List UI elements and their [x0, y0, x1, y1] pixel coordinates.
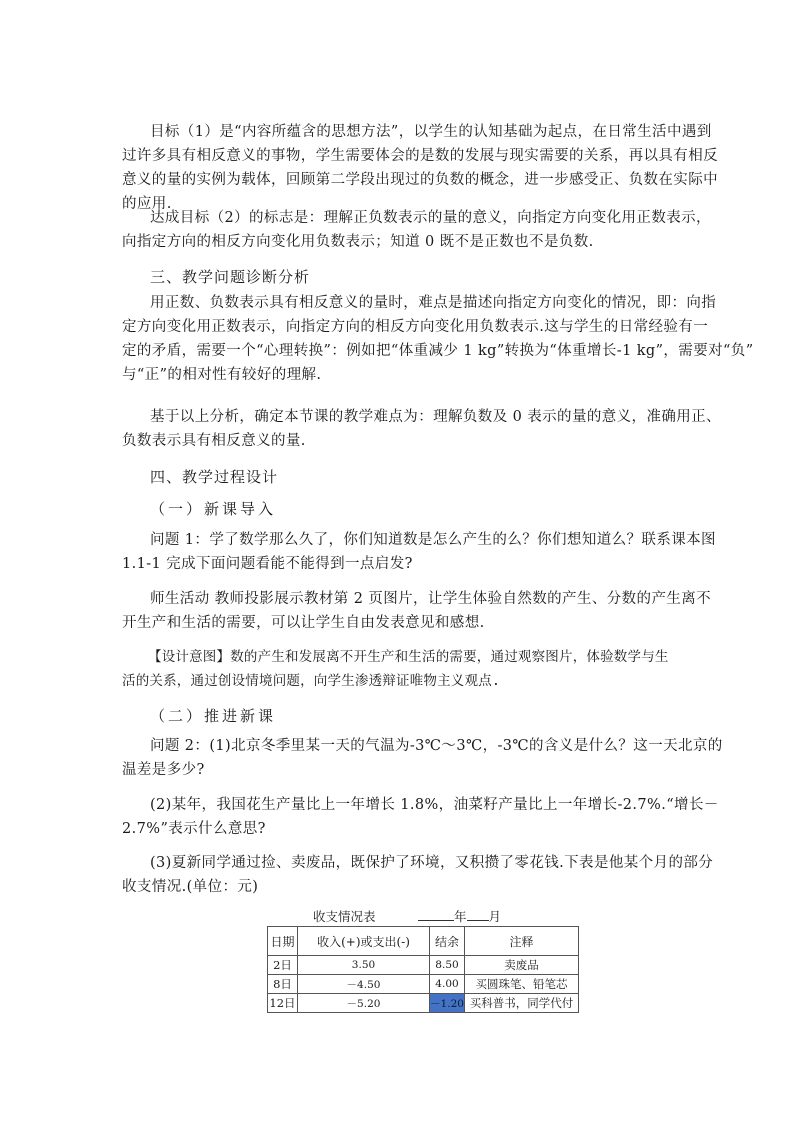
text-line: 过许多具有相反意义的事物，学生需要体会的是数的发展与现实需要的关系，再以具有相反: [122, 148, 718, 164]
cell-amount: －5.20: [298, 994, 430, 1013]
cell-note: 卖废品: [465, 956, 579, 975]
paragraph-diagnosis: [122, 291, 754, 387]
table-row: [268, 994, 579, 1013]
paragraph-question-2-3: [122, 851, 714, 899]
cell-amount: －4.50: [298, 975, 430, 994]
header-date: 日期: [268, 927, 298, 956]
section-heading-4: 四、教学过程设计: [150, 468, 279, 486]
text-line: 【设计意图】数的产生和发展离不开生产和生活的需要，通过观察图片，体验数学与生: [148, 649, 669, 665]
header-amount: 收入(+)或支出(-): [298, 927, 430, 956]
cell-date: 12日: [268, 994, 298, 1013]
table-row: [268, 975, 579, 994]
text-line: 的应用.: [122, 196, 172, 212]
text-line: 定的矛盾，需要一个“心理转换”：例如把“体重减少 1 kg”转换为“体重增长-1 kg”，需要对“负”: [122, 343, 754, 359]
text-line: (3)夏新同学通过捡、卖废品，既保护了环境，又积攒了零花钱.下表是他某个月的部分: [150, 855, 714, 871]
text-line: 2.7%”表示什么意思?: [122, 821, 266, 837]
cell-balance-highlighted: －1.20: [430, 994, 465, 1013]
text-line: 问题 1：学了数学那么久了，你们知道数是怎么产生的么？你们想知道么？联系课本图: [150, 532, 716, 548]
text-line: 负数表示具有相反意义的量.: [122, 433, 306, 449]
text-line: 用正数、负数表示具有相反意义的量时，难点是描述向指定方向变化的情况，即：向指: [150, 295, 717, 311]
text-line: 活的关系，通过创设情境问题，向学生渗透辩证唯物主义观点.: [122, 673, 501, 689]
subsection-intro: （一）新课导入: [150, 500, 277, 518]
paragraph-goal-2: [122, 206, 711, 254]
month-blank: [467, 908, 489, 921]
paragraph-question-2-2: [122, 793, 719, 841]
cell-date: 2日: [268, 956, 298, 975]
table-date-fill: [418, 907, 501, 925]
cell-date: 8日: [268, 975, 298, 994]
year-label: 年: [454, 909, 467, 924]
header-balance: 结余: [430, 927, 465, 956]
text-line: 温差是多少?: [122, 762, 205, 778]
table-header-row: [268, 927, 579, 956]
paragraph-question-2-1: [122, 734, 723, 782]
text-line: 意义的量的实例为载体，回顾第二学段出现过的负数的概念，进一步感受正、负数在实际中: [122, 172, 718, 188]
text-line: 与“正”的相对性有较好的理解.: [122, 367, 322, 383]
cell-note: 买科普书，同学代付: [465, 994, 579, 1013]
text-line: (2)某年，我国花生产量比上一年增长 1.8%，油菜籽产量比上一年增长-2.7%.“增长－: [150, 797, 719, 813]
year-blank: [418, 908, 454, 921]
header-note: 注释: [465, 927, 579, 956]
cell-amount: 3.50: [298, 956, 430, 975]
table-caption: 收支情况表: [313, 909, 376, 924]
cell-balance: 8.50: [430, 956, 465, 975]
text-line: 1.1-1 完成下面问题看能不能得到一点启发?: [122, 556, 413, 572]
text-line: 基于以上分析，确定本节课的教学难点为：理解负数及 0 表示的量的意义，准确用正、: [150, 409, 721, 425]
text-line: 师生活动 教师投影展示教材第 2 页图片，让学生体验自然数的产生、分数的产生离不: [150, 591, 712, 607]
paragraph-design-intent: [122, 645, 669, 693]
text-line: 开生产和生活的需要，可以让学生自由发表意见和感想.: [122, 615, 485, 631]
text-line: 收支情况.(单位：元): [122, 879, 259, 895]
income-expense-table: [267, 926, 579, 1013]
paragraph-question-1: [122, 528, 716, 576]
paragraph-goal-1: [122, 120, 718, 216]
paragraph-activity: [122, 587, 712, 635]
text-line: 目标（1）是“内容所蕴含的思想方法”，以学生的认知基础为起点，在日常生活中遇到: [150, 124, 712, 140]
text-line: 定方向变化用正数表示，向指定方向的相反方向变化用负数表示.这与学生的日常经验有一: [122, 319, 709, 335]
paragraph-basis: [122, 405, 721, 453]
text-line: 向指定方向的相反方向变化用负数表示；知道 0 既不是正数也不是负数.: [122, 234, 594, 250]
table-row: [268, 956, 579, 975]
cell-balance: 4.00: [430, 975, 465, 994]
text-line: 问题 2：(1)北京冬季里某一天的气温为-3℃～3℃，-3℃的含义是什么？这一天北京的: [150, 738, 723, 754]
month-label: 月: [488, 909, 502, 924]
cell-note: 买圆珠笔、铅笔芯: [465, 975, 579, 994]
subsection-new-lesson: （二）推进新课: [150, 707, 277, 725]
text-line: 达成目标（2）的标志是：理解正负数表示的量的意义，向指定方向变化用正数表示，: [150, 210, 711, 226]
section-heading-3: 三、教学问题诊断分析: [150, 268, 311, 286]
